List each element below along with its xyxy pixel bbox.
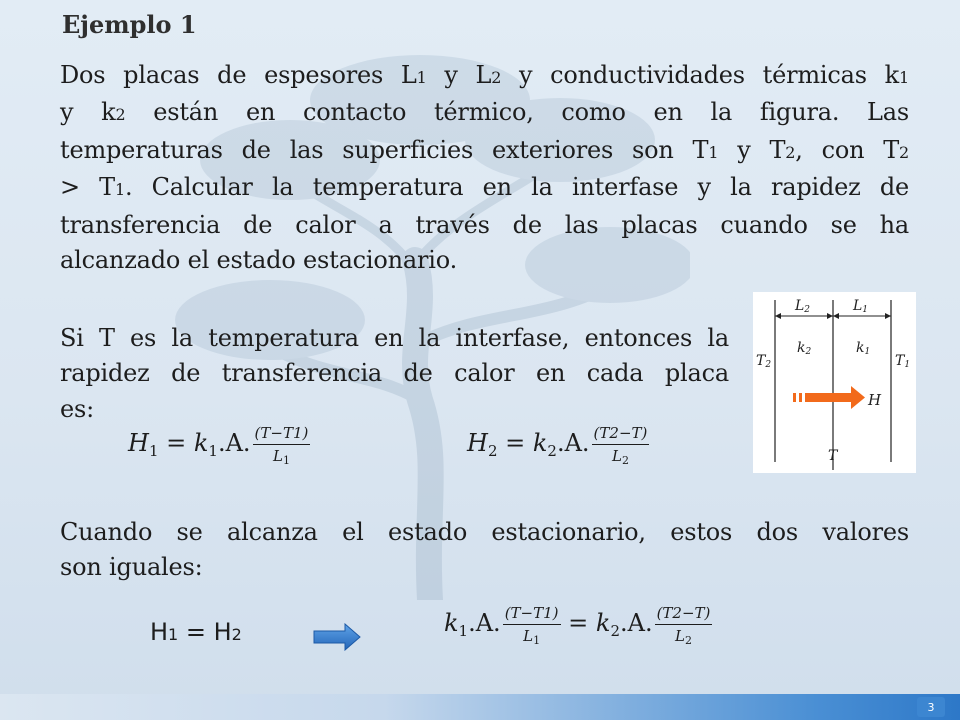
- label-L1: L1: [853, 298, 869, 315]
- steady-line: son iguales:: [60, 553, 203, 582]
- right-arrow-icon: [313, 623, 361, 651]
- interface-line: es:: [60, 394, 95, 423]
- problem-line: temperaturas de las superficies exteriores son T1 y T2, con T2: [60, 135, 910, 164]
- fraction: $\frac{(T2-T)}{L_2}$: [656, 604, 711, 647]
- equation-h2: $H_2 = k_2.A$. $\frac{(T2-T)}{L_2}$: [467, 424, 648, 467]
- label-T1: T1: [895, 353, 911, 370]
- problem-line: alcanzado el estado estacionario.: [60, 246, 458, 275]
- steady-state-text: [60, 515, 909, 586]
- label-L2: L2: [795, 298, 811, 315]
- page-number: 3: [917, 697, 945, 717]
- problem-line: > T1. Calcular la temperatura en la interfase y la rapidez de: [60, 173, 909, 202]
- problem-line: Dos placas de espesores L1 y L2 y conductividades térmicas k1: [60, 61, 909, 89]
- problem-line: transferencia de calor a través de las placas cuando se ha: [60, 210, 909, 239]
- interface-line: Si T es la temperatura en la interfase, entonces la: [60, 324, 729, 352]
- fraction: $\frac{(T-T1)}{L_1}$: [504, 604, 559, 647]
- fraction: $\frac{(T-T1)}{L_1}$: [254, 424, 309, 467]
- footer-bar: [0, 694, 960, 720]
- dimension-arrow: [885, 313, 891, 319]
- label-T2: T2: [756, 353, 772, 370]
- problem-statement: [60, 58, 909, 278]
- label-k2: k2: [797, 340, 812, 357]
- label-H: H: [868, 391, 882, 409]
- dimension-arrow: [833, 313, 839, 319]
- steady-line: Cuando se alcanza el estado estacionario, estos dos valores: [60, 518, 909, 546]
- label-T: T: [828, 448, 838, 464]
- dimension-arrow: [827, 313, 833, 319]
- heat-flow-arrow: [793, 386, 865, 409]
- interface-line: rapidez de transferencia de calor en cada placa: [60, 359, 729, 388]
- label-k1: k1: [856, 340, 871, 357]
- problem-line: y k2 están en contacto térmico, como en la figura. Las: [60, 98, 909, 127]
- dimension-arrow: [775, 313, 781, 319]
- equality-h1-h2: H1 = H2: [150, 618, 242, 646]
- slide-title: Ejemplo 1: [62, 10, 197, 39]
- fraction: $\frac{(T2-T)}{L_2}$: [593, 424, 648, 467]
- slab-figure: [753, 292, 916, 473]
- equation-final: $k_1.A$. $\frac{(T-T1)}{L_1}$ = $k_2.A$. $\frac{(T2-T)}{L_2}$: [444, 604, 711, 647]
- equation-h1: $H_1 = k_1.A$. $\frac{(T-T1)}{L_1}$: [128, 424, 309, 467]
- interface-explanation: [60, 321, 729, 427]
